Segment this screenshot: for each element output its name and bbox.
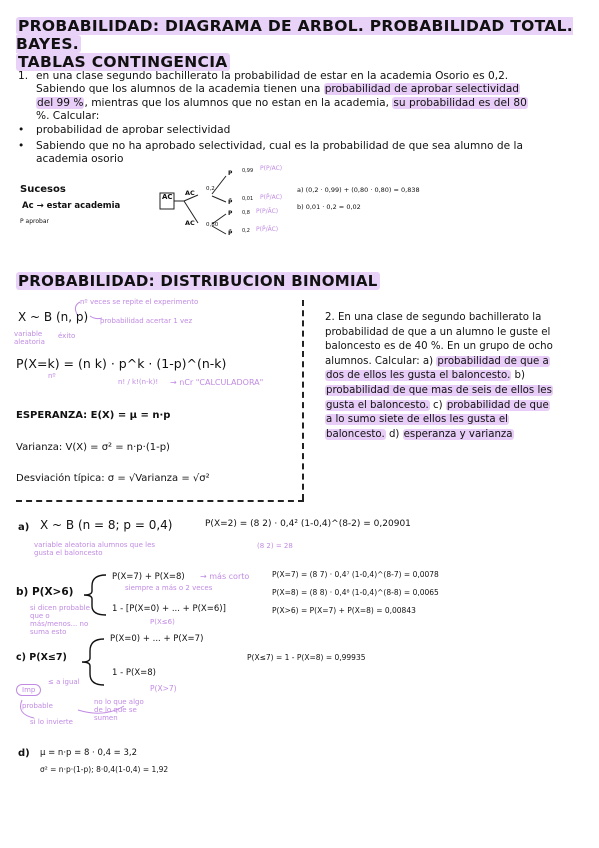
tree-p-1: P	[228, 170, 233, 177]
arrow-p	[90, 316, 102, 319]
tree-node-nac: AC	[185, 219, 195, 227]
varianza-formula: Varianza: V(X) = σ² = n·p·(1-p)	[16, 442, 170, 453]
tree-note-1: P(P/AC)	[260, 165, 283, 172]
note-exito: éxito	[58, 332, 76, 340]
tree-note-2: P(P̄/AC)	[260, 194, 283, 201]
section2-title: PROBABILIDAD: DISTRIBUCION BINOMIAL	[18, 272, 378, 290]
answer-b: b) 0,01 · 0,2 = 0,02	[297, 203, 361, 211]
sol-b-calc1: P(X=7) = (8 7) · 0,4⁷ (1-0,4)^(8-7) = 0,0078	[272, 570, 439, 579]
problem1-text	[36, 70, 581, 123]
tree-prob-bottom: 0,80	[206, 222, 219, 228]
section1-title	[16, 17, 586, 71]
esperanza-formula: ESPERANZA: E(X) = μ = n·p	[16, 410, 171, 421]
answer-a: a) (0,2 · 0,99) + (0,80 · 0,80) = 0,838	[297, 186, 420, 194]
tree-node-ac: AC	[185, 189, 195, 197]
divider-horizontal	[16, 500, 304, 502]
sol-b-line1: P(X=7) + P(X=8)	[112, 572, 185, 582]
tree-val-001: 0,01	[242, 196, 254, 202]
bullet-2: Sabiendo que no ha aprobado selectividad, cual es la probabilidad de que sea alumno de la academia osorio	[36, 140, 523, 166]
arrow-c1	[21, 700, 35, 718]
sol-a-comb: (8 2) = 28	[257, 542, 293, 550]
arrow-c2	[78, 706, 124, 713]
sol-c-label: c) P(X≤7)	[16, 652, 67, 663]
problem-number: 1.	[18, 70, 29, 82]
tree-note-3: P(P/ĀC)	[256, 208, 279, 215]
divider-vertical	[302, 300, 304, 500]
sol-c-note2: ≤ a igual	[48, 678, 80, 686]
bullet-dot-1: •	[18, 124, 25, 136]
sol-c-brace	[76, 636, 108, 688]
tree-val-08: 0,8	[242, 210, 250, 216]
binomial-definition: X ~ B (n, p)	[18, 310, 89, 324]
tree-val-099: 0,99	[242, 168, 254, 174]
sol-b-note1: siempre a más o 2 veces	[125, 584, 213, 592]
sol-a-note: variable aleatoria alumnos que les gusta el baloncesto	[34, 541, 156, 557]
sol-c-note: P(X>7)	[150, 684, 177, 693]
tree-pbar-2: P̄	[228, 230, 233, 237]
sol-c-line2: 1 - P(X=8)	[112, 668, 156, 678]
sol-a-label: a)	[18, 522, 30, 533]
problem1-line4: %. Calcular:	[36, 109, 100, 122]
sol-d-line2: σ² = n·p·(1-p); 8·0,4(1-0,4) = 1,92	[40, 765, 169, 774]
sol-c-calc: P(X≤7) = 1 - P(X=8) = 0,99935	[247, 653, 366, 662]
tree-prob-top: 0,2	[206, 186, 215, 192]
title-line-1: PROBABILIDAD: DIAGRAMA DE ARBOL. PROBABILIDAD TOTAL. BAYES.	[16, 17, 573, 53]
note-ncr: → nCr "CALCULADORA"	[170, 378, 264, 387]
tree-pbar-1: P̄	[228, 199, 233, 206]
bullet-dot-2: •	[18, 140, 25, 152]
desviacion-formula: Desviación típica: σ = √Varianza = √σ²	[16, 473, 210, 484]
sol-b-label: b) P(X>6)	[16, 586, 74, 598]
sol-c-note5: si lo invierte	[30, 718, 73, 726]
note-n: nº veces se repite el experimento	[80, 298, 199, 306]
problem1-line1: en una clase segundo bachillerato la probabilidad de estar en la academia Osorio es 0,2.	[36, 70, 509, 82]
bullet-1: probabilidad de aprobar selectividad	[36, 124, 231, 136]
sol-c-bubble: Imp	[16, 684, 41, 696]
problem1-line2: Sabiendo que los alumnos de la academia tienen una probabilidad de aprobar selectividad	[36, 83, 520, 96]
note-nfrac: n! / k!(n-k)!	[118, 378, 159, 386]
sol-c-note3: no lo que algo de lo que se sumen	[94, 698, 144, 722]
sol-c-note4: probable	[22, 702, 53, 710]
note-variable: variable aleatoria	[14, 330, 45, 346]
problem2-text: 2. En una clase de segundo bachillerato la probabilidad de que a un alumno le guste el baloncesto es de 40 %. En un grupo de ocho alumnos. Calcular: a) probabilidad de que a dos de ellos les gusta el baloncesto. b) probabilidad de que mas de seis de ellos les gusta el baloncesto. c) probabilidad de que a lo sumo siete de ellos les gusta el baloncesto. d) esperanza y varianza	[325, 312, 553, 440]
sucesos-label: Sucesos	[20, 184, 66, 195]
sol-b-note2: P(X≤6)	[150, 618, 175, 626]
sol-b-calc2: P(X=8) = (8 8) · 0,4⁸ (1-0,4)^(8-8) = 0,0065	[272, 588, 439, 597]
sol-c-line1: P(X=0) + ... + P(X=7)	[110, 634, 204, 644]
sol-b-calc3: P(X>6) = P(X=7) + P(X=8) = 0,00843	[272, 606, 416, 615]
sol-d-label: d)	[18, 748, 30, 759]
tree-p-2: P	[228, 210, 233, 217]
tree-branch-tb	[212, 196, 226, 202]
note-nk: nº	[48, 372, 56, 380]
sol-d-line1: μ = n·p = 8 · 0,4 = 3,2	[40, 748, 138, 758]
sol-b-side-note: si dicen probable que o más/menos... no suma esto	[30, 604, 90, 636]
tree-val-02: 0,2	[242, 228, 250, 234]
suceso-ac: Ac → estar academia	[22, 201, 121, 211]
sol-b-arrow: → más corto	[200, 572, 250, 581]
problem1-line3: del 99 %, mientras que los alumnos que no estan en la academia, su probabilidad es del 80	[37, 96, 527, 109]
note-p: probabilidad acertar 1 vez	[100, 317, 193, 325]
brace-c	[82, 639, 104, 685]
sol-c-annot-arrows	[14, 692, 154, 722]
tree-root-label: AC	[162, 193, 173, 201]
title-line-2: TABLAS CONTINGENCIA	[18, 53, 228, 71]
sol-a-calc: P(X=2) = (8 2) · 0,4² (1-0,4)^(8-2) = 0,20901	[205, 519, 411, 529]
sol-b-line2: 1 - [P(X=0) + ... + P(X=6)]	[112, 604, 226, 614]
sol-a-binom: X ~ B (n = 8; p = 0,4)	[40, 518, 173, 532]
tree-note-4: P(P̄/ĀC)	[256, 226, 279, 233]
suceso-p: P aprobar	[20, 218, 49, 225]
binomial-formula: P(X=k) = (n k) · p^k · (1-p)^(n-k)	[16, 356, 227, 371]
